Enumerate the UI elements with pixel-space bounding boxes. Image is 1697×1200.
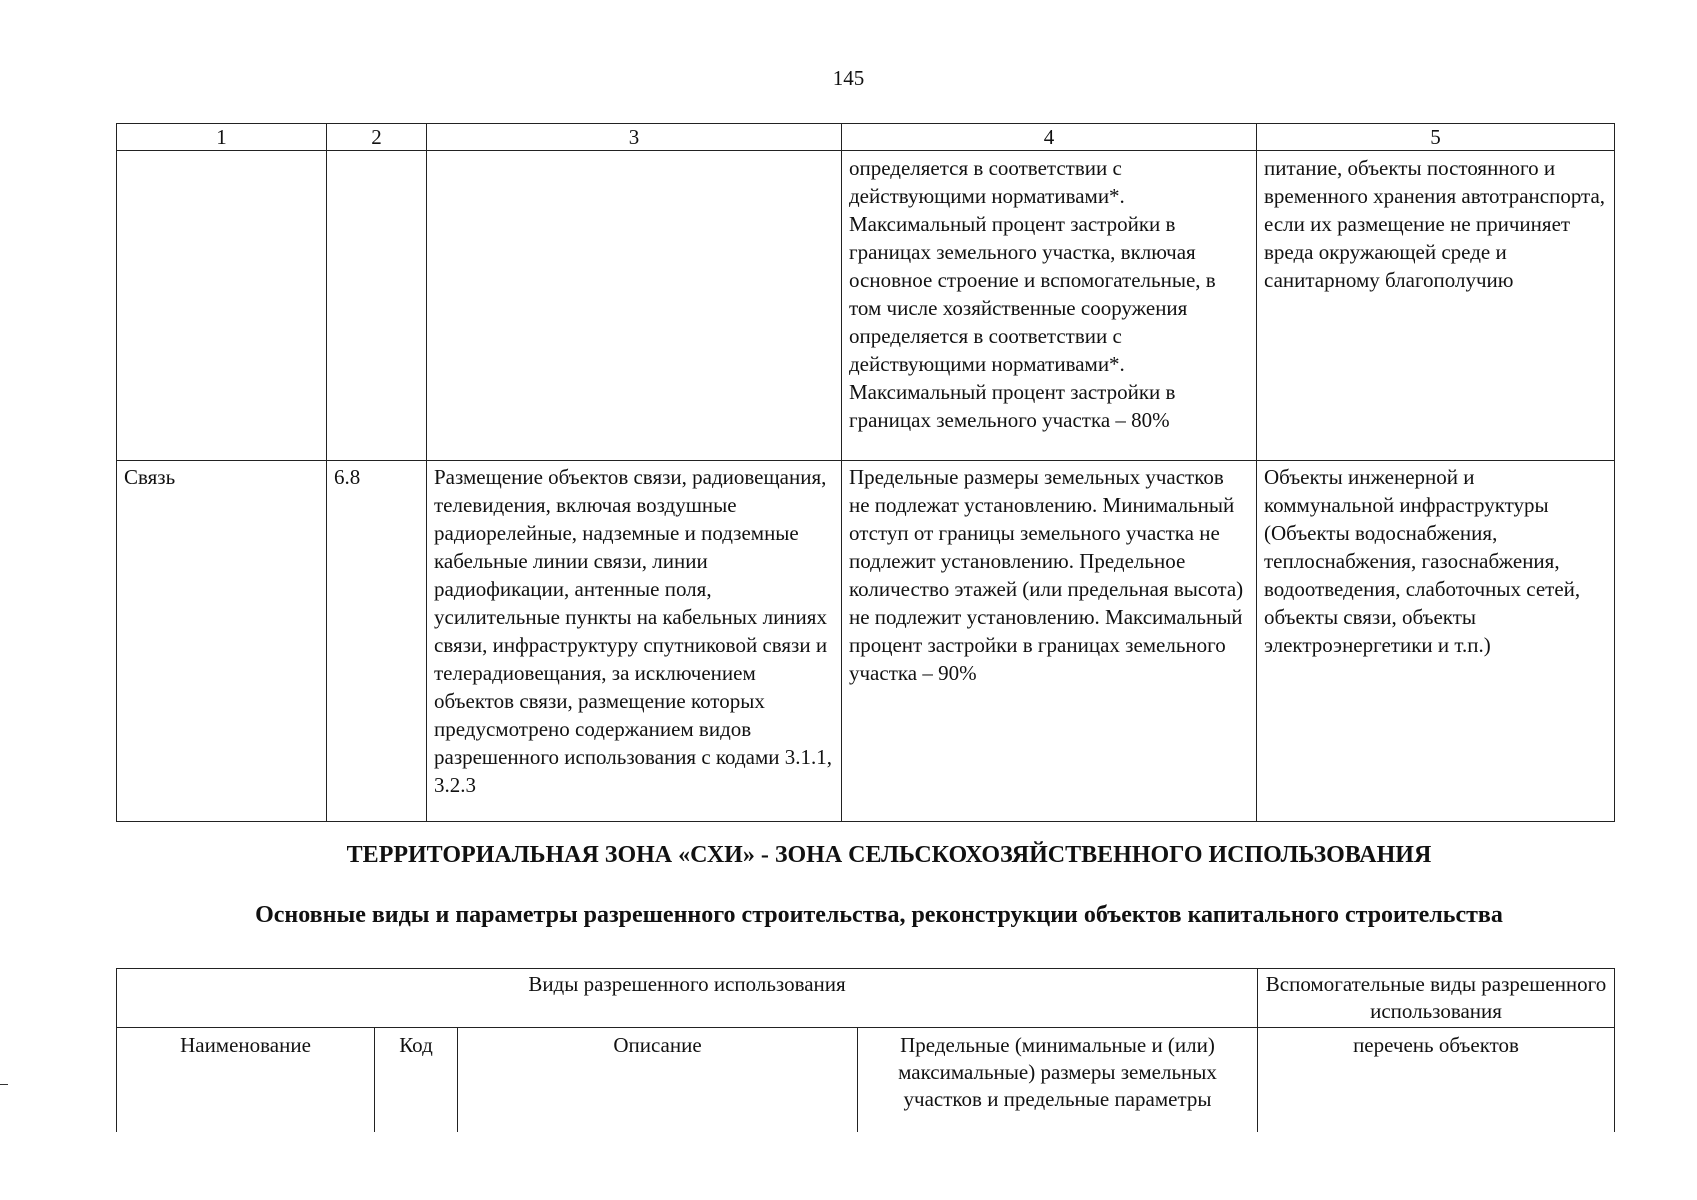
- use-name-cell: Связь: [117, 461, 327, 822]
- auxiliary-uses-cell: Объекты инженерной и коммунальной инфраструктуры (Объекты водоснабжения, теплоснабжения, газоснабжения, водоотведения, слаботочных сетей, объекты связи, объекты электроэнергетики и т.п.): [1257, 461, 1615, 822]
- description-column-header: Описание: [458, 1028, 858, 1133]
- parameters-cell: определяется в соответствии с действующими нормативами*. Максимальный процент застройки в границах земельного участка, включая основное строение и вспомогательные, в том числе хозяйственные сооружения определяется в соответствии с действующими нормативами*. Максимальный процент застройки в границах земельного участка – 80%: [842, 151, 1257, 461]
- main-uses-table: [116, 968, 1615, 1132]
- column-number-row: [117, 124, 1615, 151]
- parameters-cell: Предельные размеры земельных участков не подлежат установлению. Минимальный отступ от границы земельного участка не подлежит установлению. Предельное количество этажей (или предельная высота) не подлежит установлению. Максимальный процент застройки в границах земельного участка – 90%: [842, 461, 1257, 822]
- permitted-use-table-continuation: [116, 123, 1615, 822]
- table-row: [117, 151, 1615, 461]
- section-title: Основные виды и параметры разрешенного строительства, реконструкции объектов капитального строительства: [255, 902, 1503, 928]
- table-subheader-row: [117, 1028, 1615, 1133]
- use-code-cell: 6.8: [327, 461, 427, 822]
- use-description-cell: Размещение объектов связи, радиовещания, телевидения, включая воздушные радиорелейные, надземные и подземные кабельные линии связи, линии радиофикации, антенные поля, усилительные пункты на кабельных линиях связи, инфраструктуру спутниковой связи и телерадиовещания, за исключением объектов связи, размещение которых предусмотрено содержанием видов разрешенного использования с кодами 3.1.1, 3.2.3: [427, 461, 842, 822]
- page-number: 145: [832, 66, 865, 90]
- name-column-header: Наименование: [117, 1028, 375, 1133]
- auxiliary-uses-cell: питание, объекты постоянного и временного хранения автотранспорта, если их размещение не причиняет вреда окружающей среде и санитарному благополучию: [1257, 151, 1615, 461]
- use-name-cell: [117, 151, 327, 461]
- margin-mark: [0, 1084, 8, 1085]
- column-number: 4: [842, 124, 1257, 151]
- code-column-header: Код: [375, 1028, 458, 1133]
- permitted-uses-header: Виды разрешенного использования: [117, 969, 1258, 1028]
- table-header-row: [117, 969, 1615, 1028]
- column-number: 5: [1257, 124, 1615, 151]
- use-description-cell: [427, 151, 842, 461]
- table-row: [117, 461, 1615, 822]
- column-number: 2: [327, 124, 427, 151]
- auxiliary-uses-header: Вспомогательные виды разрешенного использования: [1258, 969, 1615, 1028]
- column-number: 1: [117, 124, 327, 151]
- parameters-column-header: Предельные (минимальные и (или) максимальные) размеры земельных участков и предельные параметры: [858, 1028, 1258, 1133]
- column-number: 3: [427, 124, 842, 151]
- zone-title: ТЕРРИТОРИАЛЬНАЯ ЗОНА «СХИ» - ЗОНА СЕЛЬСКОХОЗЯЙСТВЕННОГО ИСПОЛЬЗОВАНИЯ: [346, 842, 1432, 868]
- objects-column-header: перечень объектов: [1258, 1028, 1615, 1133]
- use-code-cell: [327, 151, 427, 461]
